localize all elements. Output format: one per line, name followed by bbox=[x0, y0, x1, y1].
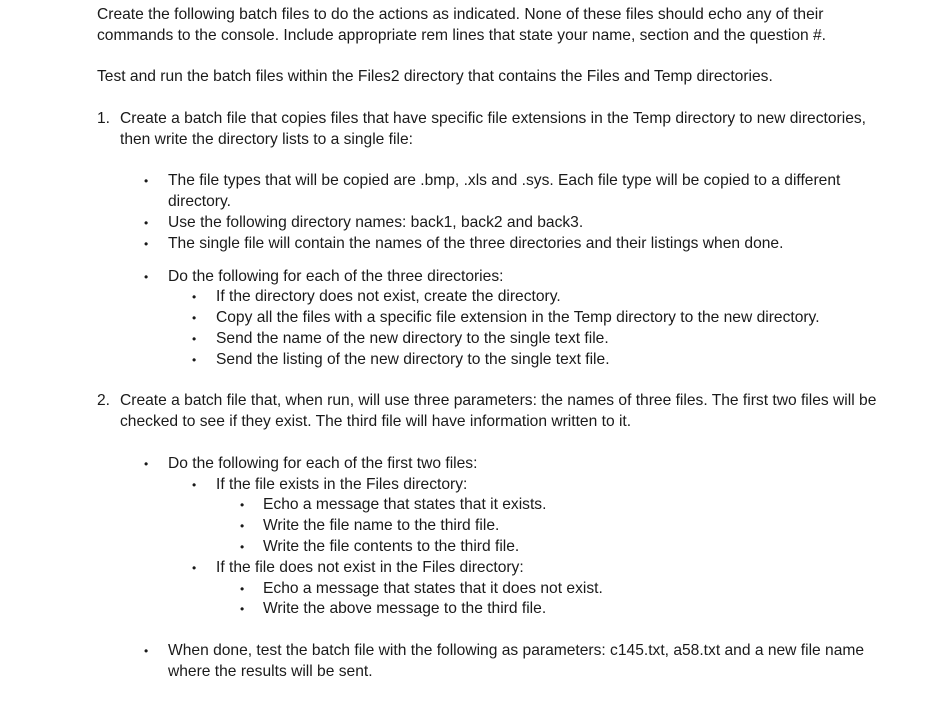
list-item bbox=[144, 213, 897, 234]
list-item bbox=[144, 234, 897, 255]
list-item bbox=[144, 171, 897, 213]
bullet-icon: • bbox=[192, 477, 197, 492]
list-item-text: Write the file name to the third file. bbox=[263, 517, 500, 535]
list-item-text: The file types that will be copied are .bmp, .xls and .sys. Each file type will be copied to a different directory. bbox=[168, 172, 841, 211]
list-item-text: If the directory does not exist, create the directory. bbox=[216, 288, 561, 306]
bullet-icon: • bbox=[192, 311, 197, 326]
bullet-icon: • bbox=[240, 581, 245, 596]
list-item-text: Echo a message that states that it does not exist. bbox=[263, 579, 603, 597]
list-item-text: Echo a message that states that it exists. bbox=[263, 496, 547, 514]
test-run-paragraph: Test and run the batch files within the Files2 directory that contains the Files and Temp directories. bbox=[97, 68, 773, 86]
q2-condition-list bbox=[168, 475, 897, 621]
list-item-text: Write the above message to the third file. bbox=[263, 600, 547, 618]
bullet-icon: • bbox=[144, 236, 149, 251]
list-item bbox=[240, 599, 897, 620]
bullet-icon: • bbox=[144, 643, 149, 658]
bullet-icon: • bbox=[192, 560, 197, 575]
list-item-text: Copy all the files with a specific file extension in the Temp directory to the new directory. bbox=[216, 309, 820, 327]
q1-bullet-list bbox=[120, 171, 897, 370]
bullet-icon: • bbox=[192, 352, 197, 367]
bullet-icon: • bbox=[240, 498, 245, 513]
question-number: 1. bbox=[97, 109, 111, 127]
bullet-icon: • bbox=[144, 174, 149, 189]
list-item bbox=[240, 516, 897, 537]
list-item bbox=[144, 267, 897, 371]
bullet-icon: • bbox=[240, 519, 245, 534]
question-text: Create a batch file that copies files that have specific file extensions in the Temp directory to new directories, then write the directory lists to a single file: bbox=[120, 109, 866, 148]
list-item bbox=[240, 579, 897, 600]
q2-bullet-list bbox=[120, 454, 897, 683]
q1-sub-list bbox=[168, 287, 897, 370]
list-item-text: Send the listing of the new directory to the single text file. bbox=[216, 350, 610, 368]
bullet-icon: • bbox=[192, 331, 197, 346]
list-item bbox=[192, 329, 897, 350]
list-item-text: When done, test the batch file with the following as parameters: c145.txt, a58.txt and a new file name where the results will be sent. bbox=[168, 641, 865, 680]
question-2 bbox=[97, 391, 897, 682]
question-text: Create a batch file that, when run, will use three parameters: the names of three files. The first two files will be checked to see if they exist. The third file will have information written to it. bbox=[120, 392, 877, 431]
assignment-document bbox=[97, 5, 897, 683]
bullet-icon: • bbox=[192, 290, 197, 305]
question-list bbox=[97, 109, 897, 683]
list-item bbox=[144, 641, 897, 683]
list-item-text: If the file exists in the Files directory: bbox=[216, 475, 468, 493]
list-item bbox=[192, 475, 897, 558]
list-item-text: If the file does not exist in the Files directory: bbox=[216, 558, 524, 576]
list-item bbox=[240, 537, 897, 558]
q2-not-exists-actions bbox=[216, 579, 897, 621]
question-1 bbox=[97, 109, 897, 371]
q2-exists-actions bbox=[216, 495, 897, 557]
bullet-icon: • bbox=[144, 215, 149, 230]
bullet-icon: • bbox=[240, 602, 245, 617]
instructions-paragraph: Create the following batch files to do the actions as indicated. None of these files should echo any of their commands to the console. Include appropriate rem lines that state your name, section and the question #. bbox=[97, 6, 827, 44]
list-item bbox=[192, 308, 897, 329]
bullet-icon: • bbox=[240, 539, 245, 554]
list-item bbox=[144, 454, 897, 620]
bullet-icon: • bbox=[144, 269, 149, 284]
list-item bbox=[192, 287, 897, 308]
list-item-text: Do the following for each of the first two files: bbox=[168, 454, 478, 472]
list-item bbox=[240, 495, 897, 516]
question-number: 2. bbox=[97, 392, 111, 410]
bullet-icon: • bbox=[144, 456, 149, 471]
list-item-text: Do the following for each of the three directories: bbox=[168, 267, 504, 285]
list-item-text: Send the name of the new directory to the single text file. bbox=[216, 329, 609, 347]
list-item-text: Use the following directory names: back1, back2 and back3. bbox=[168, 213, 584, 231]
list-item bbox=[192, 350, 897, 371]
list-item-text: The single file will contain the names of the three directories and their listings when done. bbox=[168, 234, 784, 252]
list-item-text: Write the file contents to the third file. bbox=[263, 537, 520, 555]
list-item bbox=[192, 558, 897, 620]
